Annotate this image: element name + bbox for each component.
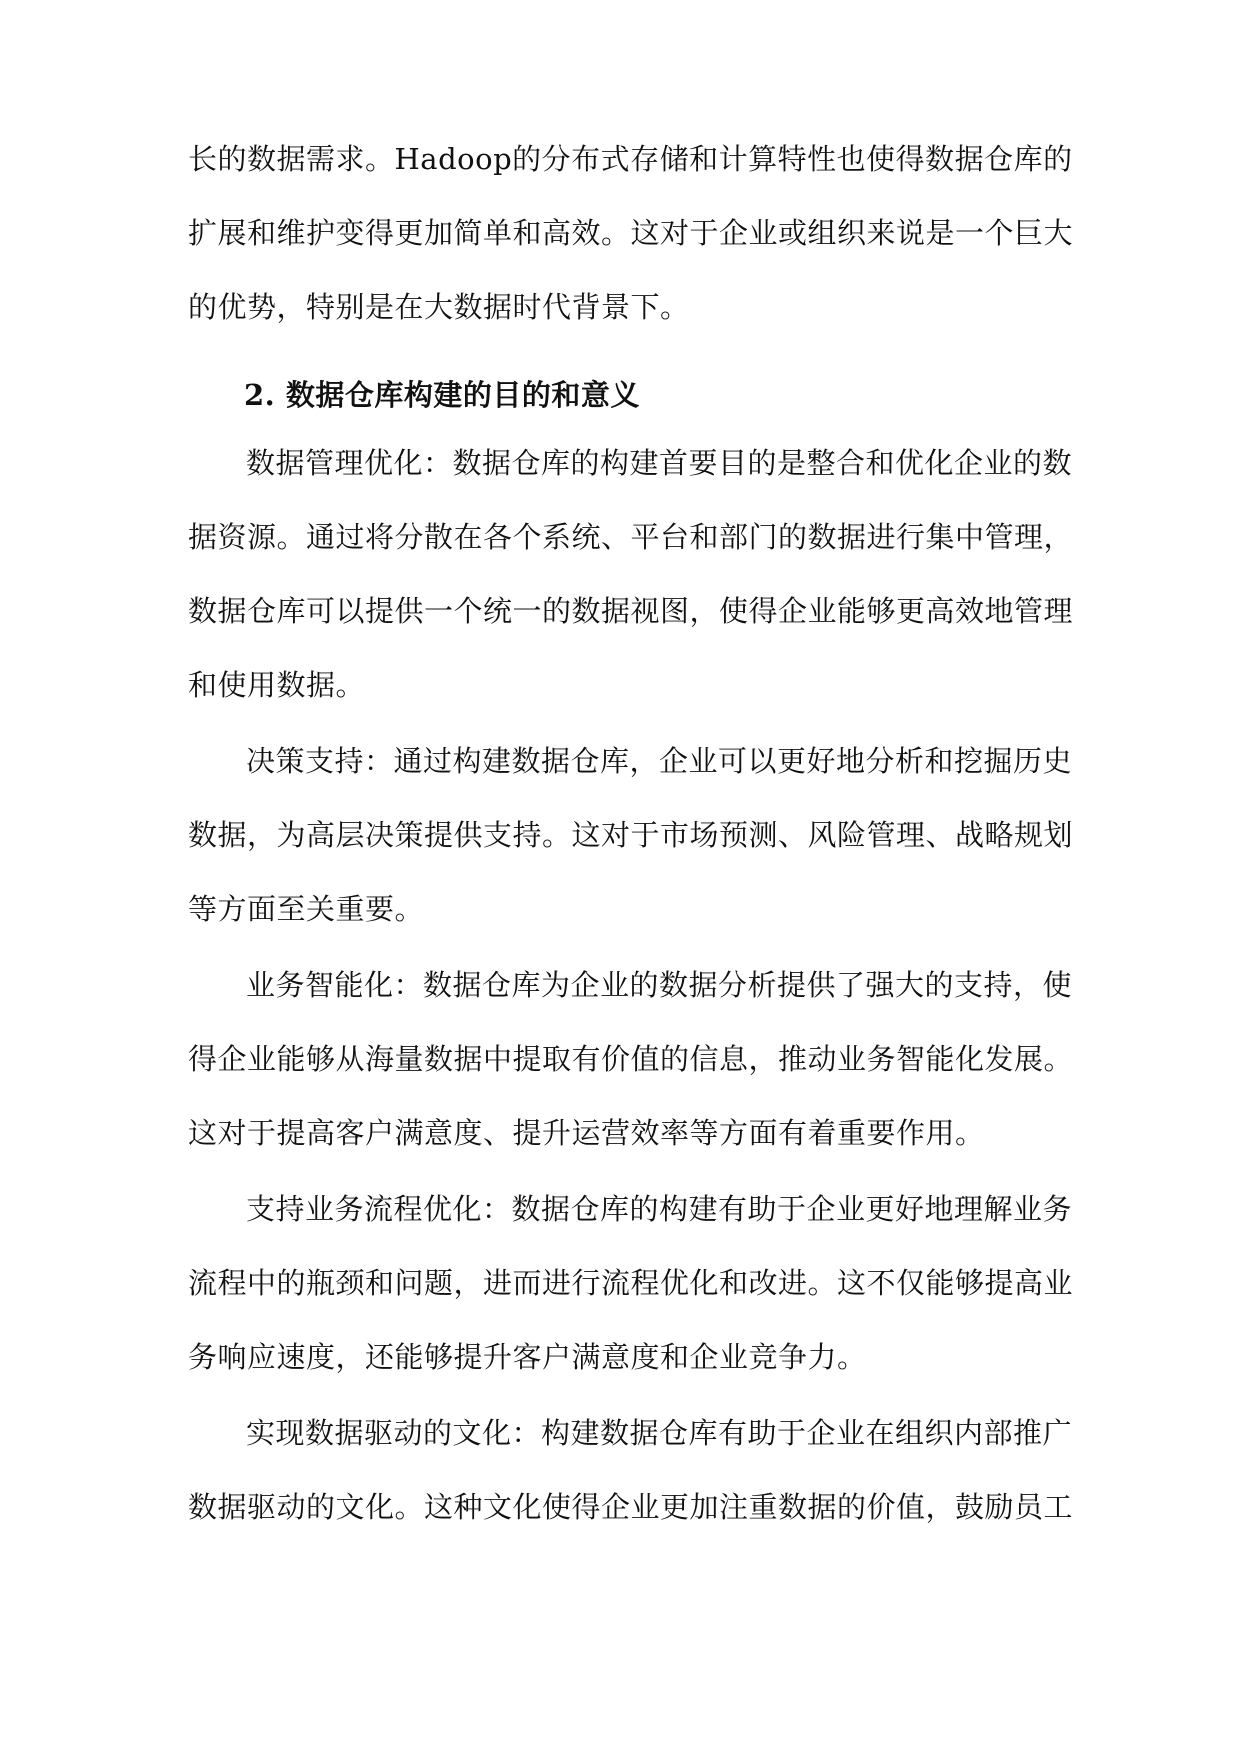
paragraph-line: 流程中的瓶颈和问题，进而进行流程优化和改进。这不仅能够提高业: [188, 1266, 1074, 1300]
paragraph-decision-support: [188, 742, 1074, 928]
intro-line-1: 长的数据需求。Hadoop的分布式存储和计算特性也使得数据仓库的: [188, 142, 1073, 176]
paragraph-line: 这对于提高客户满意度、提升运营效率等方面有着重要作用。: [188, 1116, 985, 1150]
paragraph-line: 支持业务流程优化：数据仓库的构建有助于企业更好地理解业务: [246, 1192, 1073, 1226]
paragraph-line: 务响应速度，还能够提升客户满意度和企业竞争力。: [188, 1340, 867, 1374]
section-heading: 2. 数据仓库构建的目的和意义: [244, 378, 640, 412]
paragraph-line: 等方面至关重要。: [188, 892, 425, 926]
paragraph-data-driven-culture: [188, 1414, 1074, 1526]
paragraph-line: 数据驱动的文化。这种文化使得企业更加注重数据的价值，鼓励员工: [188, 1490, 1074, 1524]
paragraph-line: 业务智能化：数据仓库为企业的数据分析提供了强大的支持，使: [246, 968, 1073, 1002]
paragraph-line: 实现数据驱动的文化：构建数据仓库有助于企业在组织内部推广: [246, 1416, 1073, 1450]
intro-paragraph: [188, 140, 1074, 326]
paragraph-process-optimization: [188, 1190, 1074, 1376]
paragraph-line: 决策支持：通过构建数据仓库，企业可以更好地分析和挖掘历史: [246, 744, 1073, 778]
paragraph-line: 得企业能够从海量数据中提取有价值的信息，推动业务智能化发展。: [188, 1042, 1074, 1076]
paragraph-line: 数据管理优化：数据仓库的构建首要目的是整合和优化企业的数: [246, 446, 1073, 480]
intro-line-3: 的优势，特别是在大数据时代背景下。: [188, 290, 690, 324]
intro-line-2: 扩展和维护变得更加简单和高效。这对于企业或组织来说是一个巨大: [188, 216, 1074, 250]
paragraph-line: 数据仓库可以提供一个统一的数据视图，使得企业能够更高效地管理: [188, 594, 1074, 628]
document-body: [188, 140, 1074, 1564]
paragraph-line: 数据，为高层决策提供支持。这对于市场预测、风险管理、战略规划: [188, 818, 1074, 852]
paragraph-line: 据资源。通过将分散在各个系统、平台和部门的数据进行集中管理，: [188, 520, 1074, 554]
paragraph-data-management: [188, 444, 1074, 704]
paragraph-business-intelligence: [188, 966, 1074, 1152]
paragraph-line: 和使用数据。: [188, 668, 366, 702]
